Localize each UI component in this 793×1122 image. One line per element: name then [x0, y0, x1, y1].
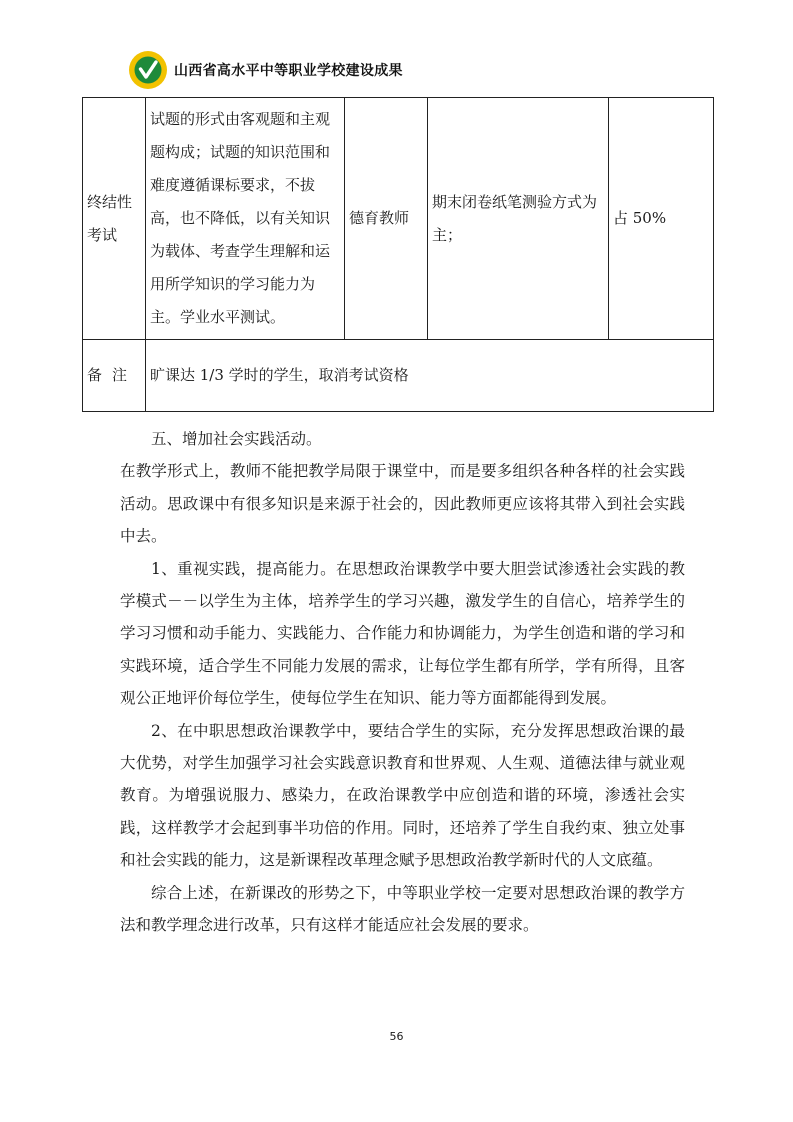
- remark-label: 备注: [83, 340, 146, 412]
- assessor-cell: 德育教师: [345, 98, 428, 340]
- paragraph: 1、重视实践，提高能力。在思想政治课教学中要大胆尝试渗透社会实践的教学模式－－以学生为主体，培养学生的学习兴趣，激发学生的自信心，培养学生的学习习惯和动手能力、实践能力、合作能力和协调能力，为学生创造和谐的学习和实践环境，适合学生不同能力发展的需求，让每位学生都有所学，学有所得，且客观公正地评价每位学生，使每位学生在知识、能力等方面都能得到发展。: [120, 559, 685, 708]
- assessment-content-cell: 试题的形式由客观题和主观题构成；试题的知识范围和难度遵循课标要求，不拔高，也不降低，以有关知识为载体、考查学生理解和运用所学知识的学习能力为主。学业水平测试。: [146, 98, 345, 340]
- paragraph: 综合上述，在新课改的形势之下，中等职业学校一定要对思想政治课的教学方法和教学理念进行改革，只有这样才能适应社会发展的要求。: [120, 883, 685, 935]
- page-number: 56: [389, 1030, 404, 1043]
- assessment-method-cell: 期末闭卷纸笔测验方式为主；: [428, 98, 609, 340]
- paragraph: 在教学形式上，教师不能把教学局限于课堂中，而是要多组织各种各样的社会实践活动。思政课中有很多知识是来源于社会的，因此教师更应该将其带入到社会实践中去。: [120, 462, 685, 546]
- assessment-type-cell: 终结性考试: [83, 98, 146, 340]
- section-title: 五、增加社会实践活动。: [151, 430, 322, 448]
- table-row: [83, 98, 714, 340]
- remark-row: [83, 340, 714, 412]
- assessment-ratio-cell: 占 50%: [609, 98, 714, 340]
- remark-text: 旷课达 1/3 学时的学生，取消考试资格: [146, 340, 714, 412]
- header-title: 山西省高水平中等职业学校建设成果: [174, 63, 403, 79]
- body-text: [120, 423, 685, 942]
- school-logo-icon: [128, 50, 168, 90]
- page-header: [128, 48, 403, 92]
- assessment-table: [82, 97, 714, 412]
- paragraph: 2、在中职思想政治课教学中，要结合学生的实际，充分发挥思想政治课的最大优势，对学生加强学习社会实践意识教育和世界观、人生观、道德法律与就业观教育。为增强说服力、感染力，在政治课教学中应创造和谐的环境，渗透社会实践，这样教学才会起到事半功倍的作用。同时，还培养了学生自我约束、独立处事和社会实践的能力，这是新课程改革理念赋予思想政治教学新时代的人文底蕴。: [120, 721, 685, 870]
